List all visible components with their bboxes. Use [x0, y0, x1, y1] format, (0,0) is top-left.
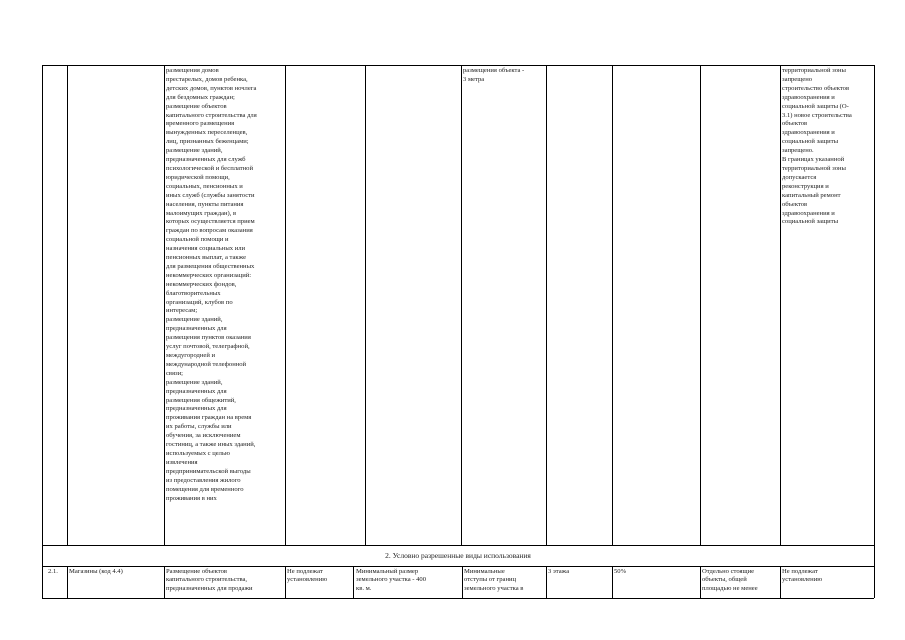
min-setback: Минимальные отступы от границ земельного участка в: [464, 568, 524, 592]
col-divider: [780, 566, 781, 598]
col-divider: [874, 65, 875, 598]
col-divider: [42, 65, 43, 598]
col-divider: [700, 566, 701, 598]
col-divider: [285, 566, 286, 598]
col9-value: Отдельно стоящие объекты, общей площадью не менее: [702, 568, 758, 592]
restrictions-cell: территориальной зоны запрещено строительство объектов здравоохранения и социальной защиты (О- 3.1) новое строительства объектов здравоохранения и социальной защиты запрещено. В границах указанной территориальной зоны допускается реконструкция и капитальный ремонт объектов здравоохранения и социальной защиты: [782, 67, 852, 226]
min-plot-size: Минимальный размер земельного участка - 400 кв. м.: [356, 568, 427, 592]
setback-cell: размещения объекта - 3 метра: [463, 67, 525, 83]
use-name: Магазины (код 4.4): [69, 568, 123, 575]
col-divider: [461, 65, 462, 545]
col4-value: Не подлежат установлению: [287, 568, 328, 584]
col-divider: [365, 65, 366, 545]
col-divider: [164, 566, 165, 598]
col-divider: [612, 566, 613, 598]
row-number: 2.1.: [48, 568, 58, 575]
col-divider: [67, 566, 68, 598]
col-divider: [546, 566, 547, 598]
use-description-cell: размещения домов престарелых, домов ребенка, детских домов, пунктов ночлега для бездомных граждан; размещение объектов капитального строительства для временного размещения вынужденных переселенцев, лиц, признанных беженцами; размещение зданий, предназначенных для служб психологической и бесплатной юридической помощи, социальных, пенсионных и иных служб (службы занятости населения, пункты питания малоимущих граждан), в которых осуществляется прием граждан по вопросам оказания социальной помощи и назначения социальных или пенсионных выплат, а также для размещения общественных некоммерческих организаций: некоммерческих фондов, благотворительных организаций, клубов по интересам; размещение зданий, предназначенных для размещения пунктов оказания услуг почтовой, телеграфной, междугородней и международной телефонной связи; размещение зданий, предназначенных для размещения общежитий, предназначенных для проживания граждан на время их работы, службы или обучения, за исключением гостиниц, а также иных зданий, используемых с целью извлечения предпринимательской выгоды из предоставления жилого помещения для временного проживания в них: [166, 67, 257, 502]
table-bottom-border: [42, 598, 874, 599]
col-divider: [700, 65, 701, 545]
col-divider: [353, 566, 354, 598]
col-divider: [546, 65, 547, 545]
max-coverage: 50%: [614, 568, 627, 575]
section-bottom-border: [42, 566, 874, 567]
col-divider: [164, 65, 165, 545]
use-description: Размещение объектов капитального строительства, предназначенных для продажи: [166, 568, 253, 592]
col-divider: [285, 65, 286, 545]
max-floors: 3 этажа: [548, 568, 570, 575]
col-divider: [67, 65, 68, 545]
col-divider: [612, 65, 613, 545]
table-top-border: [42, 65, 874, 66]
col-divider: [780, 65, 781, 545]
col10-value: Не подлежат установлению: [782, 568, 823, 584]
section-header: 2. Условно разрешенные виды использования: [385, 551, 531, 560]
col-divider: [462, 566, 463, 598]
